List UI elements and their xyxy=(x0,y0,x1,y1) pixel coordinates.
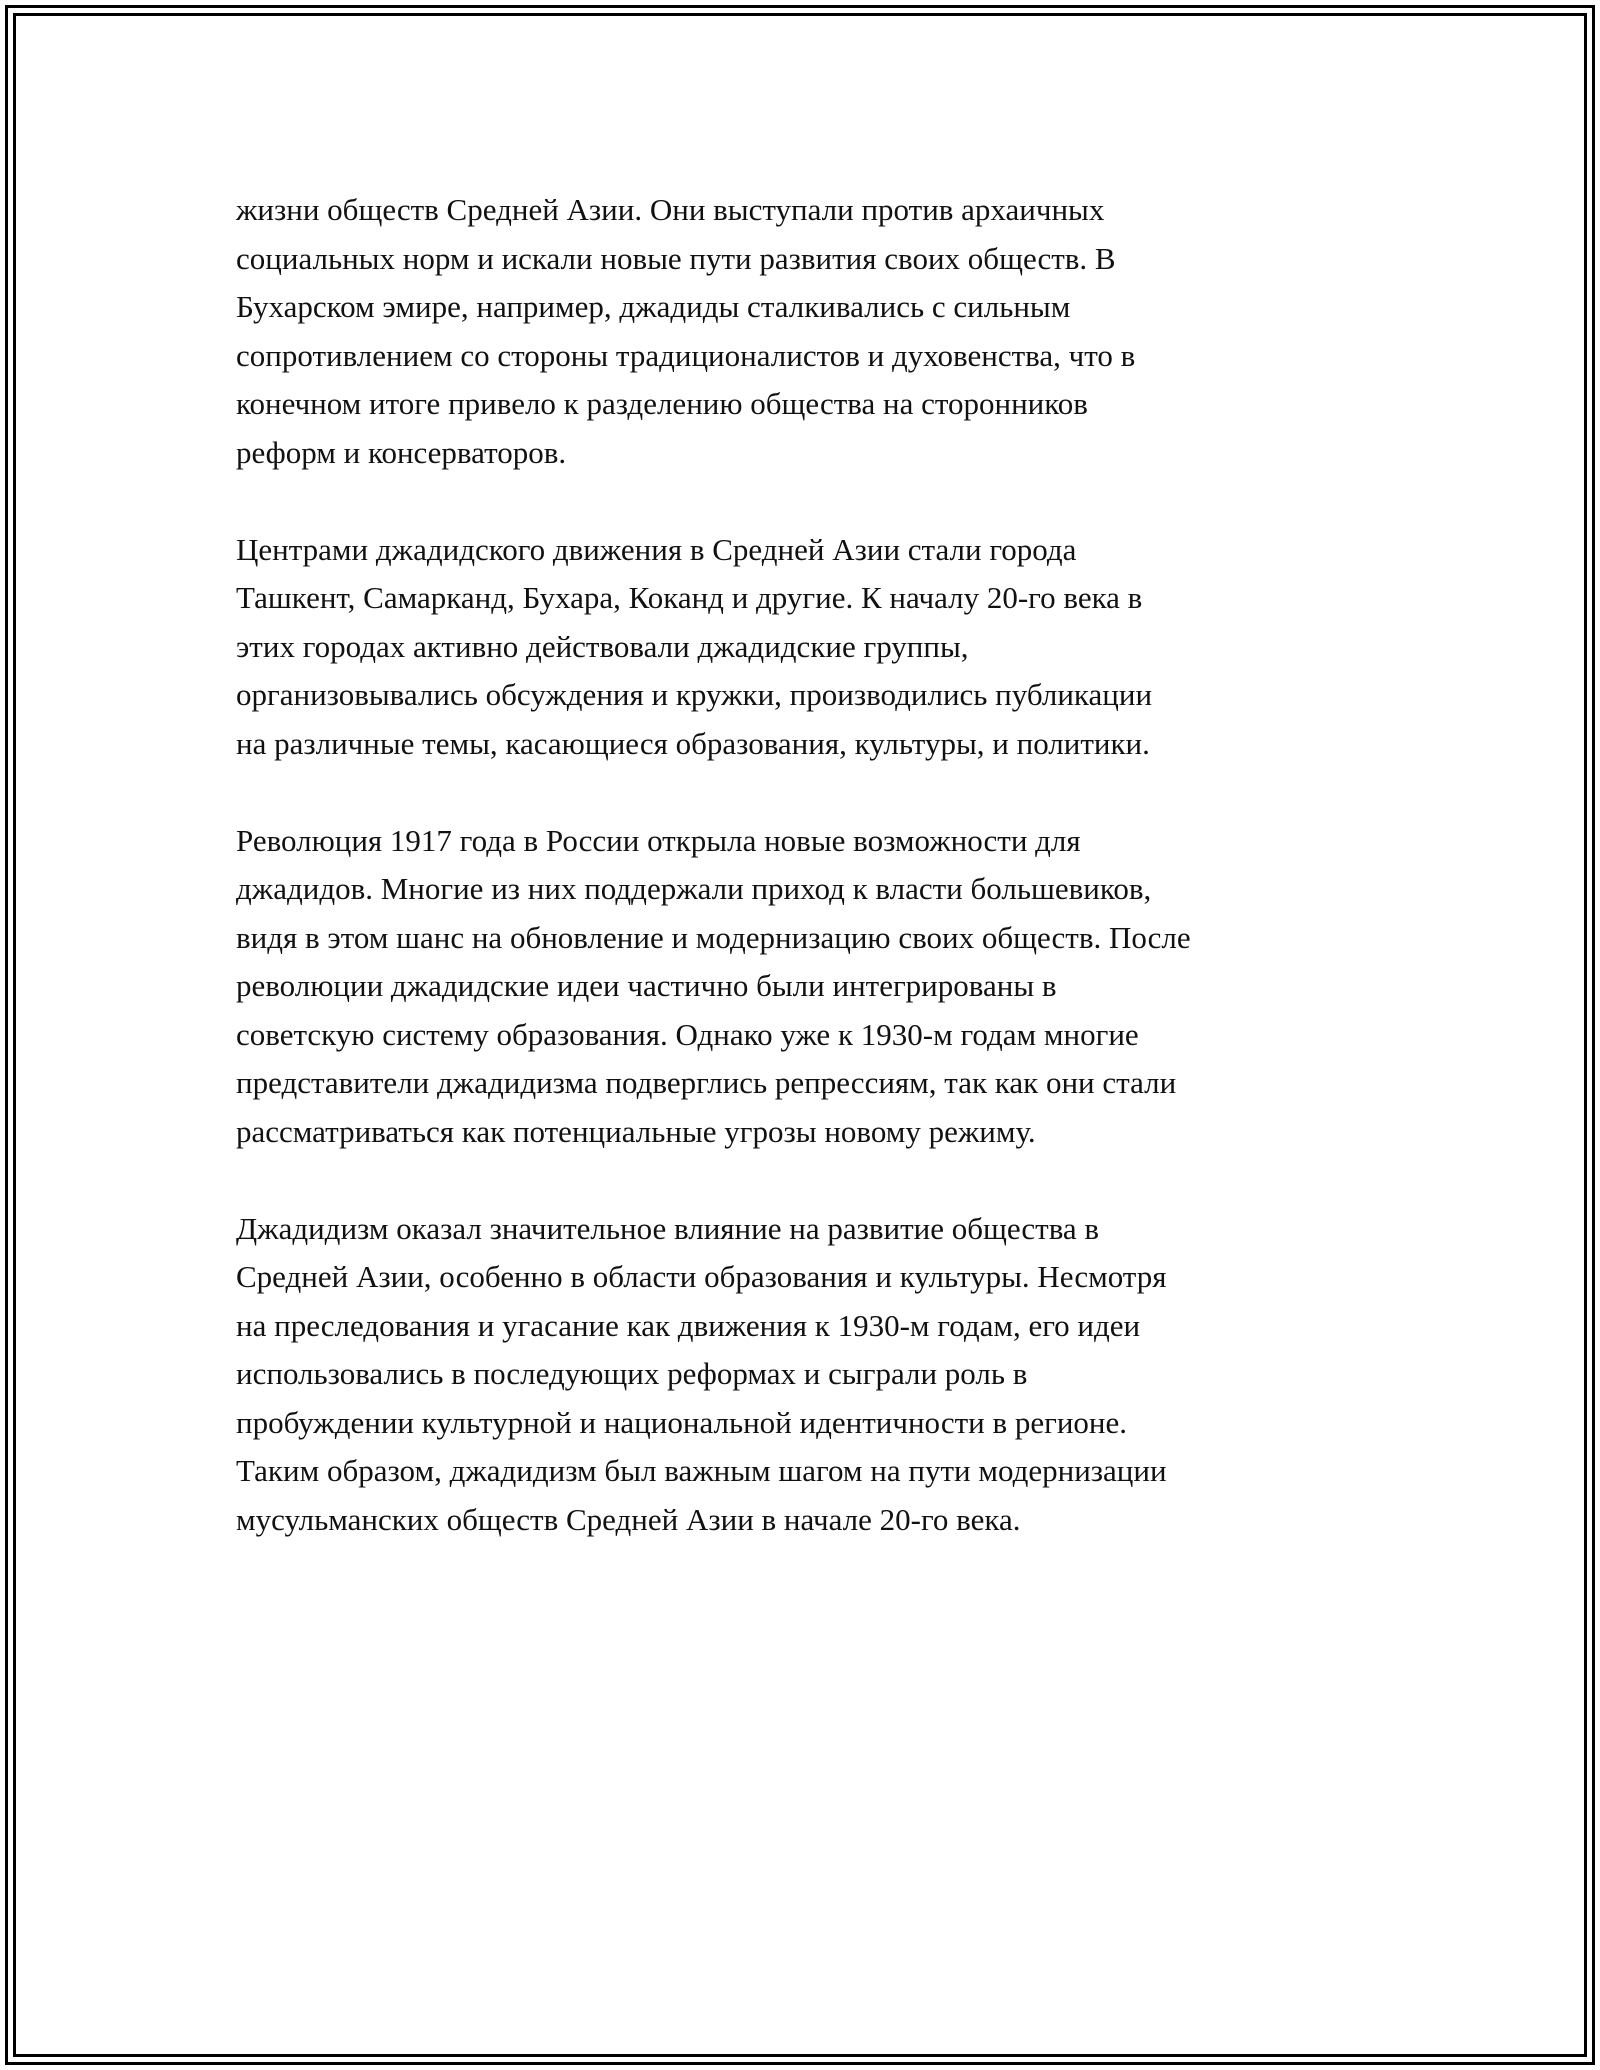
text-line: на преследования и угасание как движения к 1930-м годам, его идеи xyxy=(236,1307,1141,1343)
document-body xyxy=(236,186,1386,1544)
text-line: организовывались обсуждения и кружки, производились публикации xyxy=(236,677,1153,712)
paragraph-3 xyxy=(236,817,1386,1157)
text-line: Революция 1917 года в России открыла новые возможности для xyxy=(236,822,1081,858)
text-line: жизни обществ Средней Азии. Они выступали против архаичных xyxy=(236,192,1105,227)
text-line: этих городах активно действовали джадидские группы, xyxy=(236,628,969,664)
text-line: реформ и консерваторов. xyxy=(236,434,567,470)
text-line: представители джадидизма подверглись репрессиям, так как они стали xyxy=(236,1065,1177,1100)
text-line: сопротивлением со стороны традиционалистов и духовенства, что в xyxy=(236,337,1136,373)
text-line: видя в этом шанс на обновление и модернизацию своих обществ. После xyxy=(236,919,1191,955)
text-line: рассматриваться как потенциальные угрозы новому режиму. xyxy=(236,1113,1036,1149)
text-line: Бухарском эмире, например, джадиды сталкивались с сильным xyxy=(236,289,1071,324)
text-line: на различные темы, касающиеся образования, культуры, и политики. xyxy=(236,725,1150,761)
text-line: революции джадидские идеи частично были интегрированы в xyxy=(236,968,1057,1003)
paragraph-4 xyxy=(236,1205,1386,1545)
text-line: конечном итоге привело к разделению общества на сторонников xyxy=(236,386,1088,421)
text-line: Центрами джадидского движения в Средней Азии стали города xyxy=(236,531,1077,567)
text-line: Средней Азии, особенно в области образования и культуры. Несмотря xyxy=(236,1259,1167,1294)
text-line: Джадидизм оказал значительное влияние на развитие общества в xyxy=(236,1210,1100,1246)
paragraph-2 xyxy=(236,526,1386,769)
text-line: Таким образом, джадидизм был важным шагом на пути модернизации xyxy=(236,1453,1167,1488)
text-line: Ташкент, Самарканд, Бухара, Коканд и другие. К началу 20-го века в xyxy=(236,580,1143,615)
text-line: джадидов. Многие из них поддержали приход к власти большевиков, xyxy=(236,871,1152,906)
paragraph-1 xyxy=(236,186,1386,477)
text-line: пробуждении культурной и национальной идентичности в регионе. xyxy=(236,1404,1128,1440)
text-line: мусульманских обществ Средней Азии в начале 20-го века. xyxy=(236,1501,1021,1537)
text-line: социальных норм и искали новые пути развития своих обществ. В xyxy=(236,240,1116,276)
text-line: советскую систему образования. Однако уже к 1930-м годам многие xyxy=(236,1016,1139,1052)
text-line: использовались в последующих реформах и сыграли роль в xyxy=(236,1356,1028,1391)
